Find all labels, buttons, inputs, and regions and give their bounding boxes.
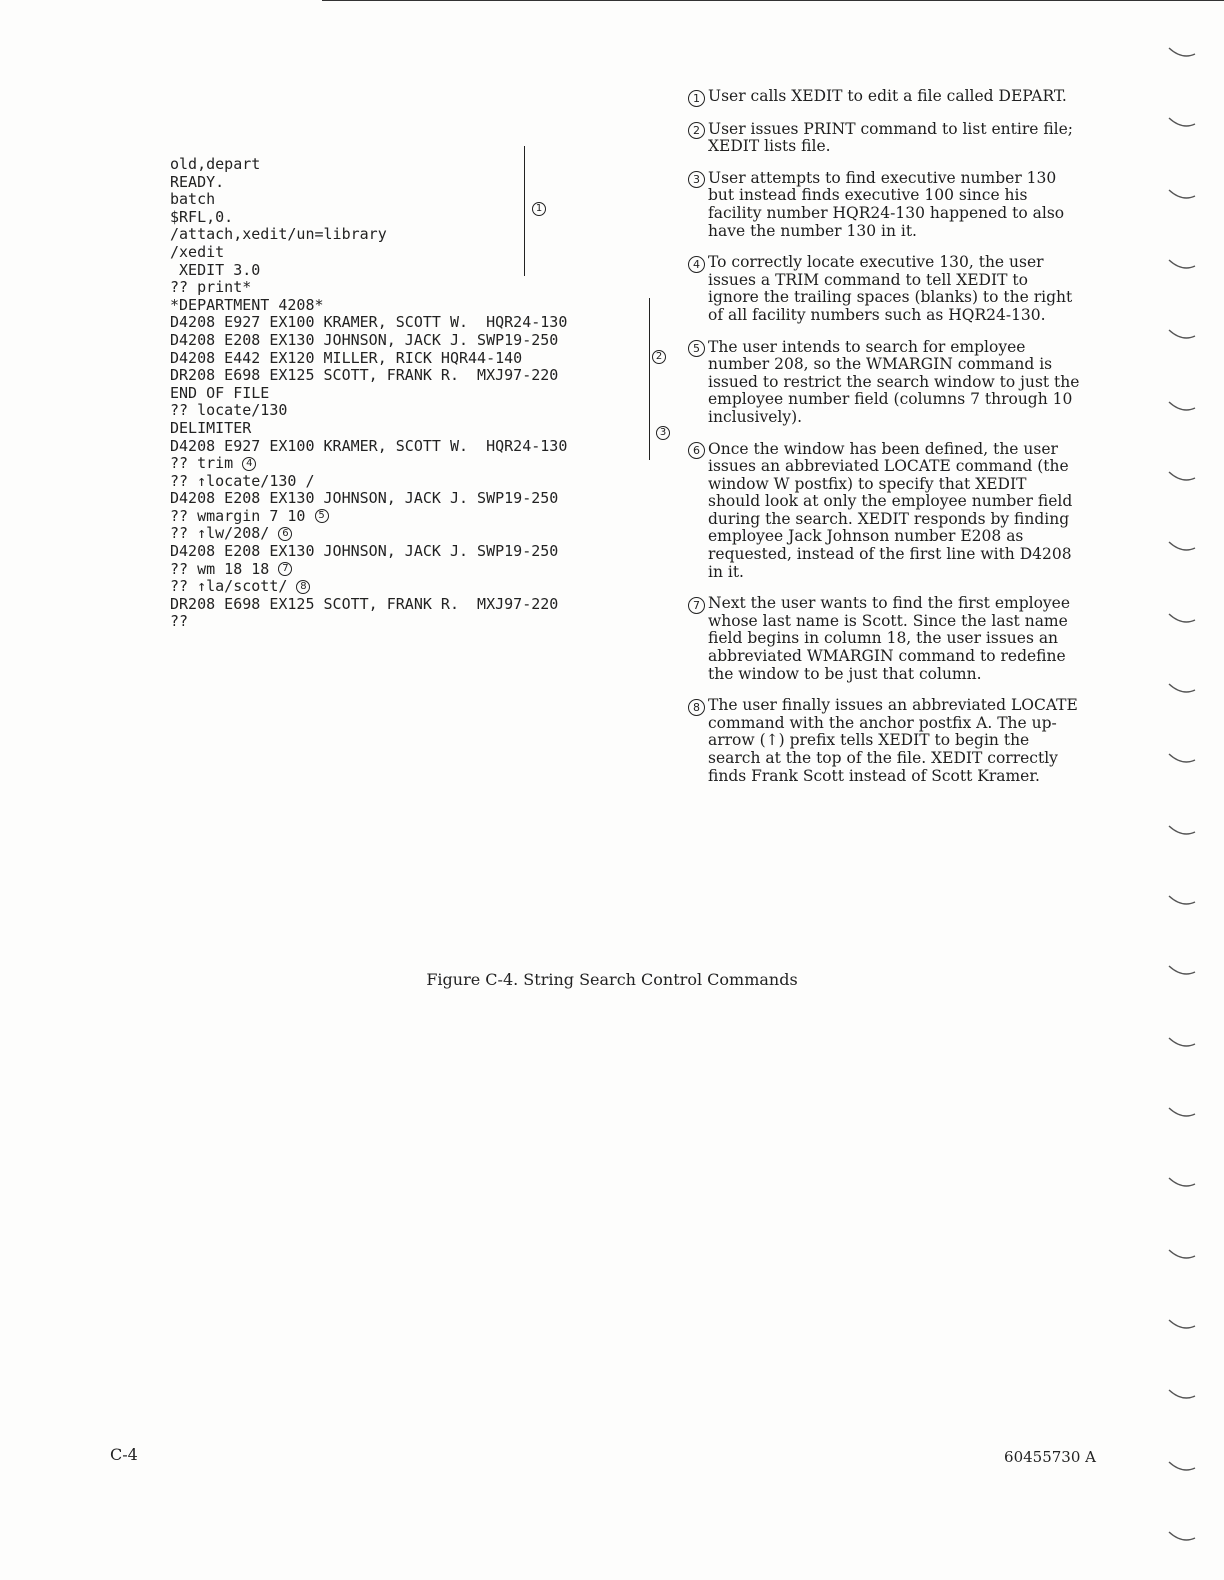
binder-mark-icon [1168, 1248, 1196, 1262]
terminal-line: READY. [170, 172, 225, 191]
terminal-line-text: ?? ↑lw/208/ [170, 524, 270, 543]
binder-mark-icon [1168, 752, 1196, 766]
note-number: 2 [688, 122, 705, 139]
binder-mark-icon [1168, 470, 1196, 484]
note-text: User calls XEDIT to edit a file called DEPART. [708, 87, 1067, 105]
binder-mark-icon [1168, 1036, 1196, 1050]
terminal-line: D4208 E208 EX130 JOHNSON, JACK J. SWP19-250 [170, 330, 559, 349]
step-marker-7: 7 [278, 562, 292, 576]
binder-mark-icon [1168, 258, 1196, 272]
explanation-notes [688, 88, 1083, 799]
binder-mark-icon [1168, 1106, 1196, 1120]
note-number: 4 [688, 256, 705, 273]
binder-mark-icon [1168, 964, 1196, 978]
terminal-line: old,depart [170, 155, 261, 173]
binder-mark-icon [1168, 188, 1196, 202]
terminal-line [170, 455, 650, 473]
note-item [688, 339, 1083, 427]
step-marker-5: 5 [315, 509, 329, 523]
binder-mark-icon [1168, 1530, 1196, 1544]
terminal-line: D4208 E442 EX120 MILLER, RICK HQR44-140 [170, 348, 523, 367]
binder-mark-icon [1168, 46, 1196, 60]
binder-mark-icon [1168, 682, 1196, 696]
note-number: 7 [688, 597, 705, 614]
terminal-line: DR208 E698 EX125 SCOTT, FRANK R. MXJ97-220 [170, 594, 559, 613]
terminal-line [170, 525, 650, 543]
note-item [688, 121, 1083, 156]
terminal-line-text: ?? wm 18 18 [170, 559, 270, 578]
terminal-line-text: ?? ↑la/scott/ [170, 577, 288, 596]
terminal-line: DR208 E698 EX125 SCOTT, FRANK R. MXJ97-220 [170, 366, 559, 385]
note-text: To correctly locate executive 130, the user issues a TRIM command to tell XEDIT to ignore the trailing spaces (blanks) to the right of all facility numbers such as HQR24-130. [708, 253, 1073, 324]
bracket-marker-2: 2 [652, 350, 666, 364]
note-item [688, 170, 1083, 240]
terminal-line: D4208 E927 EX100 KRAMER, SCOTT W. HQR24-130 [170, 436, 568, 455]
step-marker-8: 8 [296, 580, 310, 594]
terminal-line: *DEPARTMENT 4208* [170, 295, 324, 314]
terminal-line-text: ?? wmargin 7 10 [170, 506, 306, 525]
note-item [688, 441, 1083, 582]
note-text: Once the window has been defined, the user issues an abbreviated LOCATE command (the window W postfix) to specify that XEDIT should look at only the employee number field during the search. XEDIT responds by finding employee Jack Johnson number E208 as requested, instead of the first line with D4208 in it. [708, 439, 1073, 581]
terminal-line: batch [170, 190, 216, 209]
note-number: 6 [688, 442, 705, 459]
binder-mark-icon [1168, 540, 1196, 554]
terminal-line-text: ?? trim [170, 454, 234, 473]
note-item [688, 595, 1083, 683]
step-marker-6: 6 [278, 527, 292, 541]
bracket-3 [643, 408, 650, 460]
binder-mark-icon [1168, 400, 1196, 414]
bracket-marker-1: 1 [532, 202, 546, 216]
binder-mark-icon [1168, 1176, 1196, 1190]
terminal-line: ?? locate/130 [170, 401, 288, 420]
binder-mark-icon [1168, 116, 1196, 130]
binder-mark-icon [1168, 1460, 1196, 1474]
terminal-line [170, 561, 650, 579]
terminal-line: /attach,xedit/un=library [170, 225, 387, 244]
binder-mark-icon [1168, 612, 1196, 626]
note-item [688, 88, 1083, 107]
terminal-line: ?? [170, 612, 189, 631]
terminal-line: D4208 E208 EX130 JOHNSON, JACK J. SWP19-250 [170, 489, 559, 508]
terminal-line: DELIMITER [170, 418, 252, 437]
bracket-1 [518, 146, 525, 276]
terminal-line [170, 578, 650, 596]
terminal-line: $RFL,0. [170, 207, 234, 226]
document-number: 60455730 A [1004, 1448, 1096, 1466]
terminal-line: ?? print* [170, 278, 252, 297]
terminal-line: XEDIT 3.0 [170, 260, 261, 279]
terminal-line: D4208 E927 EX100 KRAMER, SCOTT W. HQR24-130 [170, 313, 568, 332]
binder-mark-icon [1168, 824, 1196, 838]
bracket-marker-3: 3 [656, 426, 670, 440]
page-number: C-4 [110, 1445, 138, 1464]
note-item [688, 254, 1083, 324]
top-rule [322, 0, 1224, 1]
binder-mark-icon [1168, 894, 1196, 908]
note-text: User attempts to find executive number 130 but instead finds executive 100 since his facility number HQR24-130 happened to also have the number 130 in it. [708, 168, 1065, 240]
note-number: 3 [688, 171, 705, 188]
note-number: 1 [688, 90, 705, 107]
note-text: User issues PRINT command to list entire file; XEDIT lists file. [708, 119, 1074, 156]
note-text: The user finally issues an abbreviated LOCATE command with the anchor postfix A. The up-arrow (↑) prefix tells XEDIT to begin the search at the top of the file. XEDIT correctly finds Frank Scott instead of Scott Kramer. [708, 696, 1078, 785]
terminal-line: /xedit [170, 242, 225, 261]
note-number: 5 [688, 340, 705, 357]
note-text: The user intends to search for employee number 208, so the WMARGIN command is issued to restrict the search window to just the employee number field (columns 7 through 10 inclusively). [708, 337, 1080, 426]
binder-mark-icon [1168, 328, 1196, 342]
terminal-line: D4208 E208 EX130 JOHNSON, JACK J. SWP19-250 [170, 542, 559, 561]
figure-caption: Figure C-4. String Search Control Commands [426, 970, 798, 989]
bracket-2 [643, 298, 650, 408]
terminal-listing [170, 156, 650, 631]
terminal-line: END OF FILE [170, 383, 270, 402]
terminal-line [170, 508, 650, 526]
note-text: Next the user wants to find the first employee whose last name is Scott. Since the last name field begins in column 18, the user issues an abbreviated WMARGIN command to redefine the window to be just that column. [708, 594, 1071, 683]
binder-mark-icon [1168, 1388, 1196, 1402]
terminal-line: ?? ↑locate/130 / [170, 471, 315, 490]
note-number: 8 [688, 699, 705, 716]
binder-mark-icon [1168, 1318, 1196, 1332]
step-marker-4: 4 [242, 457, 256, 471]
note-item [688, 697, 1083, 785]
